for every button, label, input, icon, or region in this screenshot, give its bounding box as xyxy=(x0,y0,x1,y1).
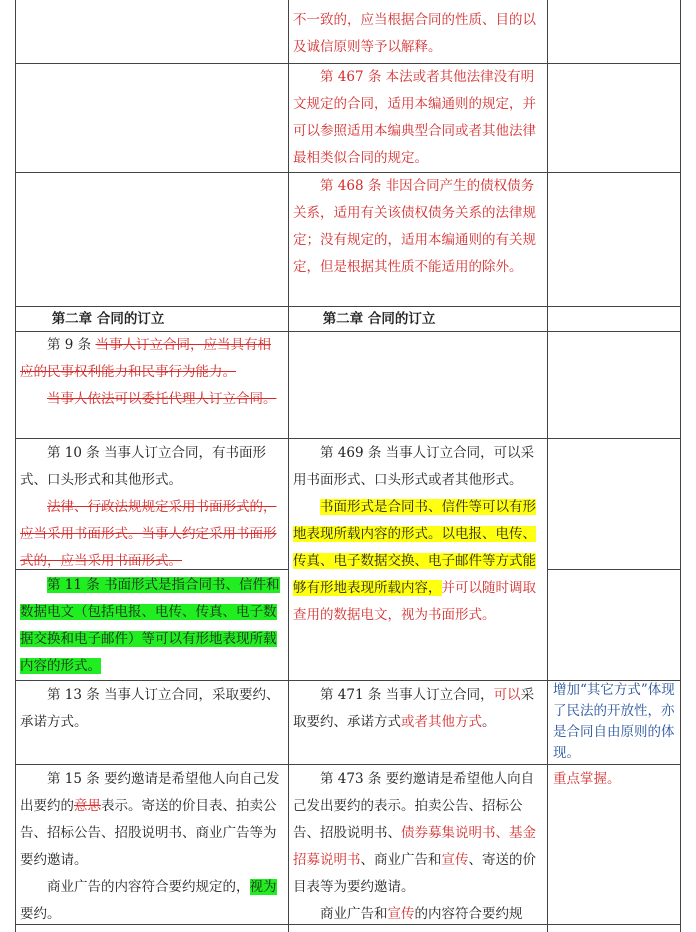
added-text: 宣传 xyxy=(441,852,469,868)
article-text: 、寄送的价目表等为要约邀请。 xyxy=(293,852,536,895)
article-number: 第 9 条 xyxy=(47,337,92,353)
cell-note-473 xyxy=(553,766,678,793)
article-number: 第 13 条 xyxy=(47,687,100,703)
chapter-title: 第二章 合同的订立 xyxy=(322,311,436,327)
article-number: 第 469 条 xyxy=(320,445,382,461)
article-text: 非因合同产生的债权债务关系，适用有关该债权债务关系的法律规定；没有规定的，适用本编通则的有关规定，但是根据其性质不能适用的除外。 xyxy=(293,178,536,275)
article-number: 第 473 条 xyxy=(320,771,382,787)
deleted-text: 当事人依法可以委托代理人订立合同。 xyxy=(47,391,277,407)
added-text: 债券募集说明书、基金招募说明书 xyxy=(293,825,536,868)
clause-text: 不一致的，应当根据合同的性质、目的以及诚信原则等予以解释。 xyxy=(293,12,536,55)
article-text: 要约。 xyxy=(20,906,61,922)
cell-article-9 xyxy=(20,332,284,413)
annotation-note: 增加“其它方式”体现了民法的开放性，亦是合同自由原则的体现。 xyxy=(553,682,675,761)
article-text: 当事人订立合同，采取要约、承诺方式。 xyxy=(20,687,280,730)
row-divider xyxy=(15,438,681,439)
article-number: 第 15 条 xyxy=(47,771,100,787)
article-text: 当事人订立合同，可以采用书面形式、口头形式或者其他形式。 xyxy=(293,445,535,488)
added-text: 可以 xyxy=(493,687,521,703)
added-text: 宣传 xyxy=(387,906,415,922)
column-divider-2 xyxy=(547,0,548,932)
article-text: 。 xyxy=(482,714,496,730)
article-text: 、商业广告和 xyxy=(360,852,442,868)
deleted-text: 意思 xyxy=(74,798,101,814)
row-divider xyxy=(15,764,681,765)
row-divider xyxy=(547,569,681,570)
cell-article-11 xyxy=(20,572,284,680)
article-text: 当事人订立合同，有书面形式、口头形式和其他形式。 xyxy=(20,445,267,488)
article-text: 要约邀请是希望他人向自己发出要约的 xyxy=(20,771,280,814)
table-border-left xyxy=(15,0,16,932)
highlighted-text: 视为 xyxy=(249,879,277,895)
chapter-heading-old xyxy=(22,306,284,332)
article-text: 表示。寄送的价目表、拍卖公告、招标公告、招股说明书、商业广告等为要约邀请。 xyxy=(20,798,277,868)
cell-continuation xyxy=(293,7,544,61)
cell-note-471 xyxy=(553,678,678,764)
cell-article-469 xyxy=(293,440,544,629)
article-text: 本法或者其他法律没有明文规定的合同，适用本编通则的规定，并可以参照适用本编典型合同或者其他法律最相类似合同的规定。 xyxy=(293,69,536,166)
annotation-note: 重点掌握。 xyxy=(553,771,621,787)
cell-article-468 xyxy=(293,173,544,281)
article-number: 第 467 条 xyxy=(320,69,382,85)
article-number: 第 471 条 xyxy=(320,687,382,703)
cell-article-13 xyxy=(20,682,284,736)
article-text: 商业广告的内容符合要约规定的， xyxy=(47,879,250,895)
article-text: 当事人订立合同， xyxy=(385,687,494,703)
cell-article-467 xyxy=(293,64,544,172)
highlighted-text: 书面形式是合同书、信件等可以有形地表现所载内容的形式。以电报、电传、传真、电子数据交换、电子邮件等方式能够有形地表现所载内容， xyxy=(293,499,536,596)
highlighted-text: 书面形式是指合同书、信件和数据电文（包括电报、电传、传真、电子数据交换和电子邮件）等可以有形地表现所载内容的形式。 xyxy=(20,577,280,674)
cell-article-473 xyxy=(293,766,544,924)
cell-article-15 xyxy=(20,766,284,928)
article-number: 第 10 条 xyxy=(47,445,100,461)
cell-article-471 xyxy=(293,682,544,736)
column-divider-1 xyxy=(288,0,289,932)
article-text: 要约邀请是希望他人向自己发出要约的表示。拍卖公告、招标公告、招股说明书、 xyxy=(293,771,535,841)
article-text: 商业广告和 xyxy=(320,906,388,922)
added-text: 并可以随时调取查用的数据电文，视为书面形式。 xyxy=(293,580,536,623)
chapter-heading-new xyxy=(293,306,544,332)
chapter-title: 第二章 合同的订立 xyxy=(51,311,165,327)
article-text: 采取要约、承诺方式 xyxy=(293,687,535,730)
deleted-text: 法律、行政法规规定采用书面形式的，应当采用书面形式。当事人约定采用书面形式的，应当采用书面形式。 xyxy=(20,499,277,569)
table-border-right xyxy=(680,0,681,932)
added-text: 或者其他方式 xyxy=(401,714,482,730)
cell-article-10 xyxy=(20,440,284,575)
deleted-text: 当事人订立合同，应当具有相应的民事权利能力和民事行为能力。 xyxy=(20,337,271,380)
article-number: 第 11 条 xyxy=(47,577,100,593)
article-text: 的内容符合要约规 xyxy=(414,906,523,922)
article-number: 第 468 条 xyxy=(320,178,382,194)
